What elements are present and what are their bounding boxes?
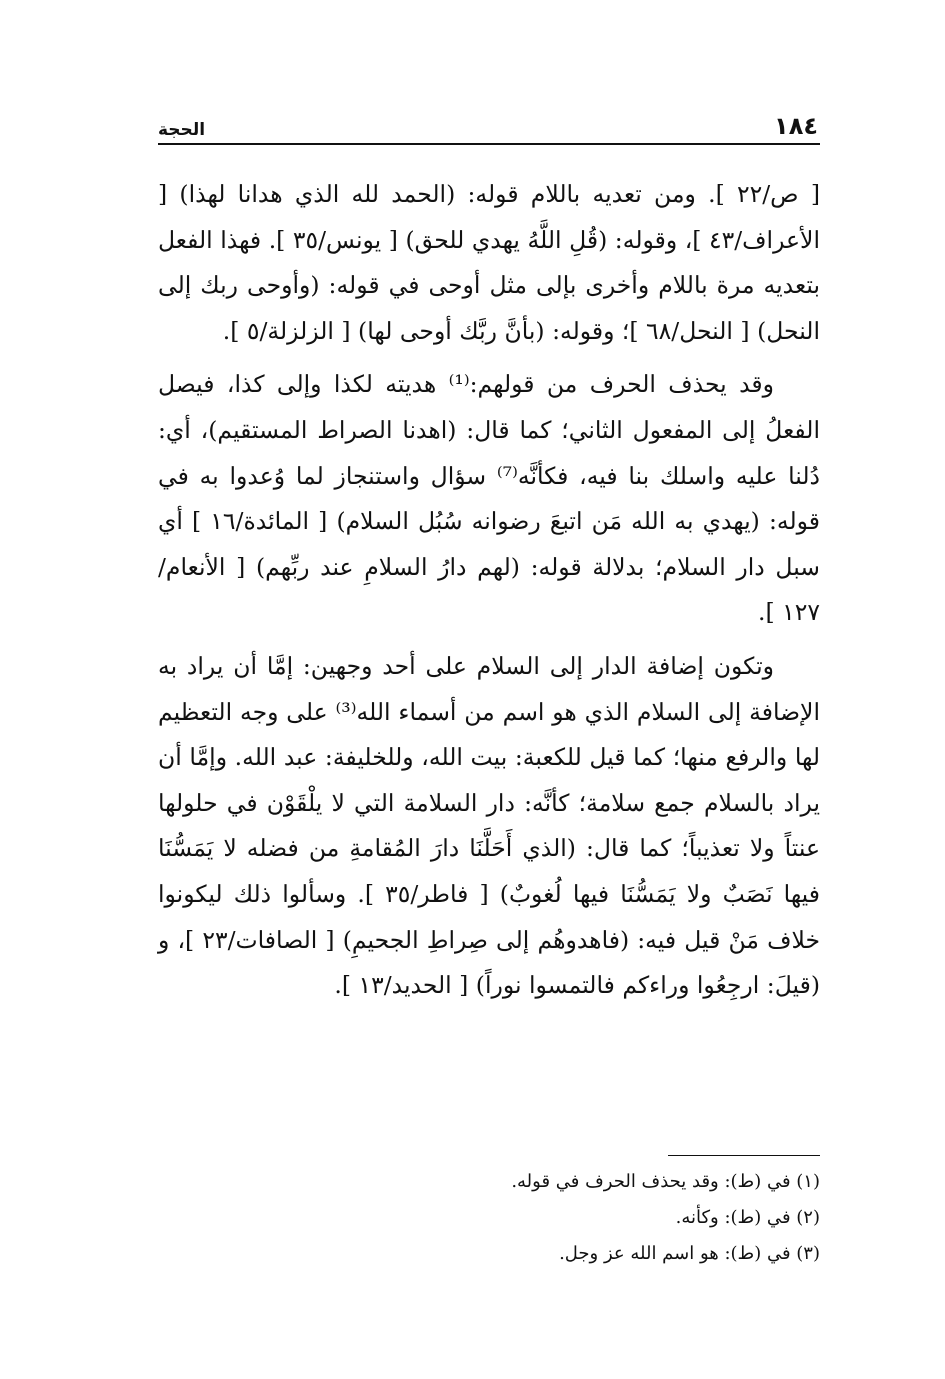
paragraph-3: وتكون إضافة الدار إلى السلام على أحد وجهين: إمَّا أن يراد به الإضافة إلى السلام الذي هو اسم من أسماء الله⁽³⁾ على وجه التعظيم لها والرفع منها؛ كما قيل للكعبة: بيت الله، وللخليفة: عبد الله. وإمَّا أن يراد بالسلام جمع سلامة؛ كأنَّه: دار السلامة التي لا يلْقَوْن في حلولها عنتاً ولا تعذيباً؛ كما قال: (الذي أَحَلَّنَا دارَ المُقامةِ من فضله لا يَمَسُّنَا فيها نَصَبٌ ولا يَمَسُّنَا فيها لُغوبٌ) [ فاطر/٣٥ ]. وسألوا ذلك ليكونوا خلاف مَنْ قيل فيه: (فاهدوهُم إلى صِراطِ الجحيمِ) [ الصافات/٢٣ ]، و (قيلَ: ارجِعُوا وراءكم فالتمسوا نوراً) [ الحديد/١٣ ]. [158,651,820,1000]
footnote-rule [668,1155,820,1156]
footnote-2: (٢) في (ط): وكأنه. [675,1207,820,1228]
footnote-1: (١) في (ط): وقد يحذف الحرف في قوله. [511,1171,820,1192]
main-text [158,172,820,1009]
running-title: الحجة [158,120,206,140]
footnotes [158,1164,820,1272]
page-number: ١٨٤ [774,112,818,140]
paragraph-2: وقد يحذف الحرف من قولهم:⁽¹⁾ هديته لكذا وإلى كذا، فيصل الفعلُ إلى المفعول الثاني؛ كما قال: (اهدنا الصراط المستقيم)، أي: دُلنا عليه واسلك بنا فيه، فكأنَّه⁽⁷⁾ سؤال واستنجاز لما وُعدوا به في قوله: (يهدي به الله مَن اتبعَ رضوانه سُبُل السلام) [ المائدة/١٦ ] أي سبل دار السلام؛ بدلالة قوله: (لهم دارُ السلامِ عند ربِّهم) [ الأنعام/١٢٧ ]. [158,370,821,627]
page-header [158,100,818,140]
footnote-3: (٣) في (ط): هو اسم الله عز وجل. [559,1243,820,1264]
paragraph-1: [ ص/٢٢ ]. ومن تعديه باللام قوله: (الحمد لله الذي هدانا لهذا) [ الأعراف/٤٣ ]، وقوله: (قُلِ اللَّهُ يهدي للحق) [ يونس/٣٥ ]. فهذا الفعل بتعديه مرة باللام وأخرى بإلى مثل أوحى في قوله: (وأوحى ربك إلى النحل) [ النحل/٦٨ ]؛ وقوله: (بأنَّ ربَّك أوحى لها) [ الزلزلة/٥ ]. [158,180,821,345]
header-rule [158,143,820,145]
